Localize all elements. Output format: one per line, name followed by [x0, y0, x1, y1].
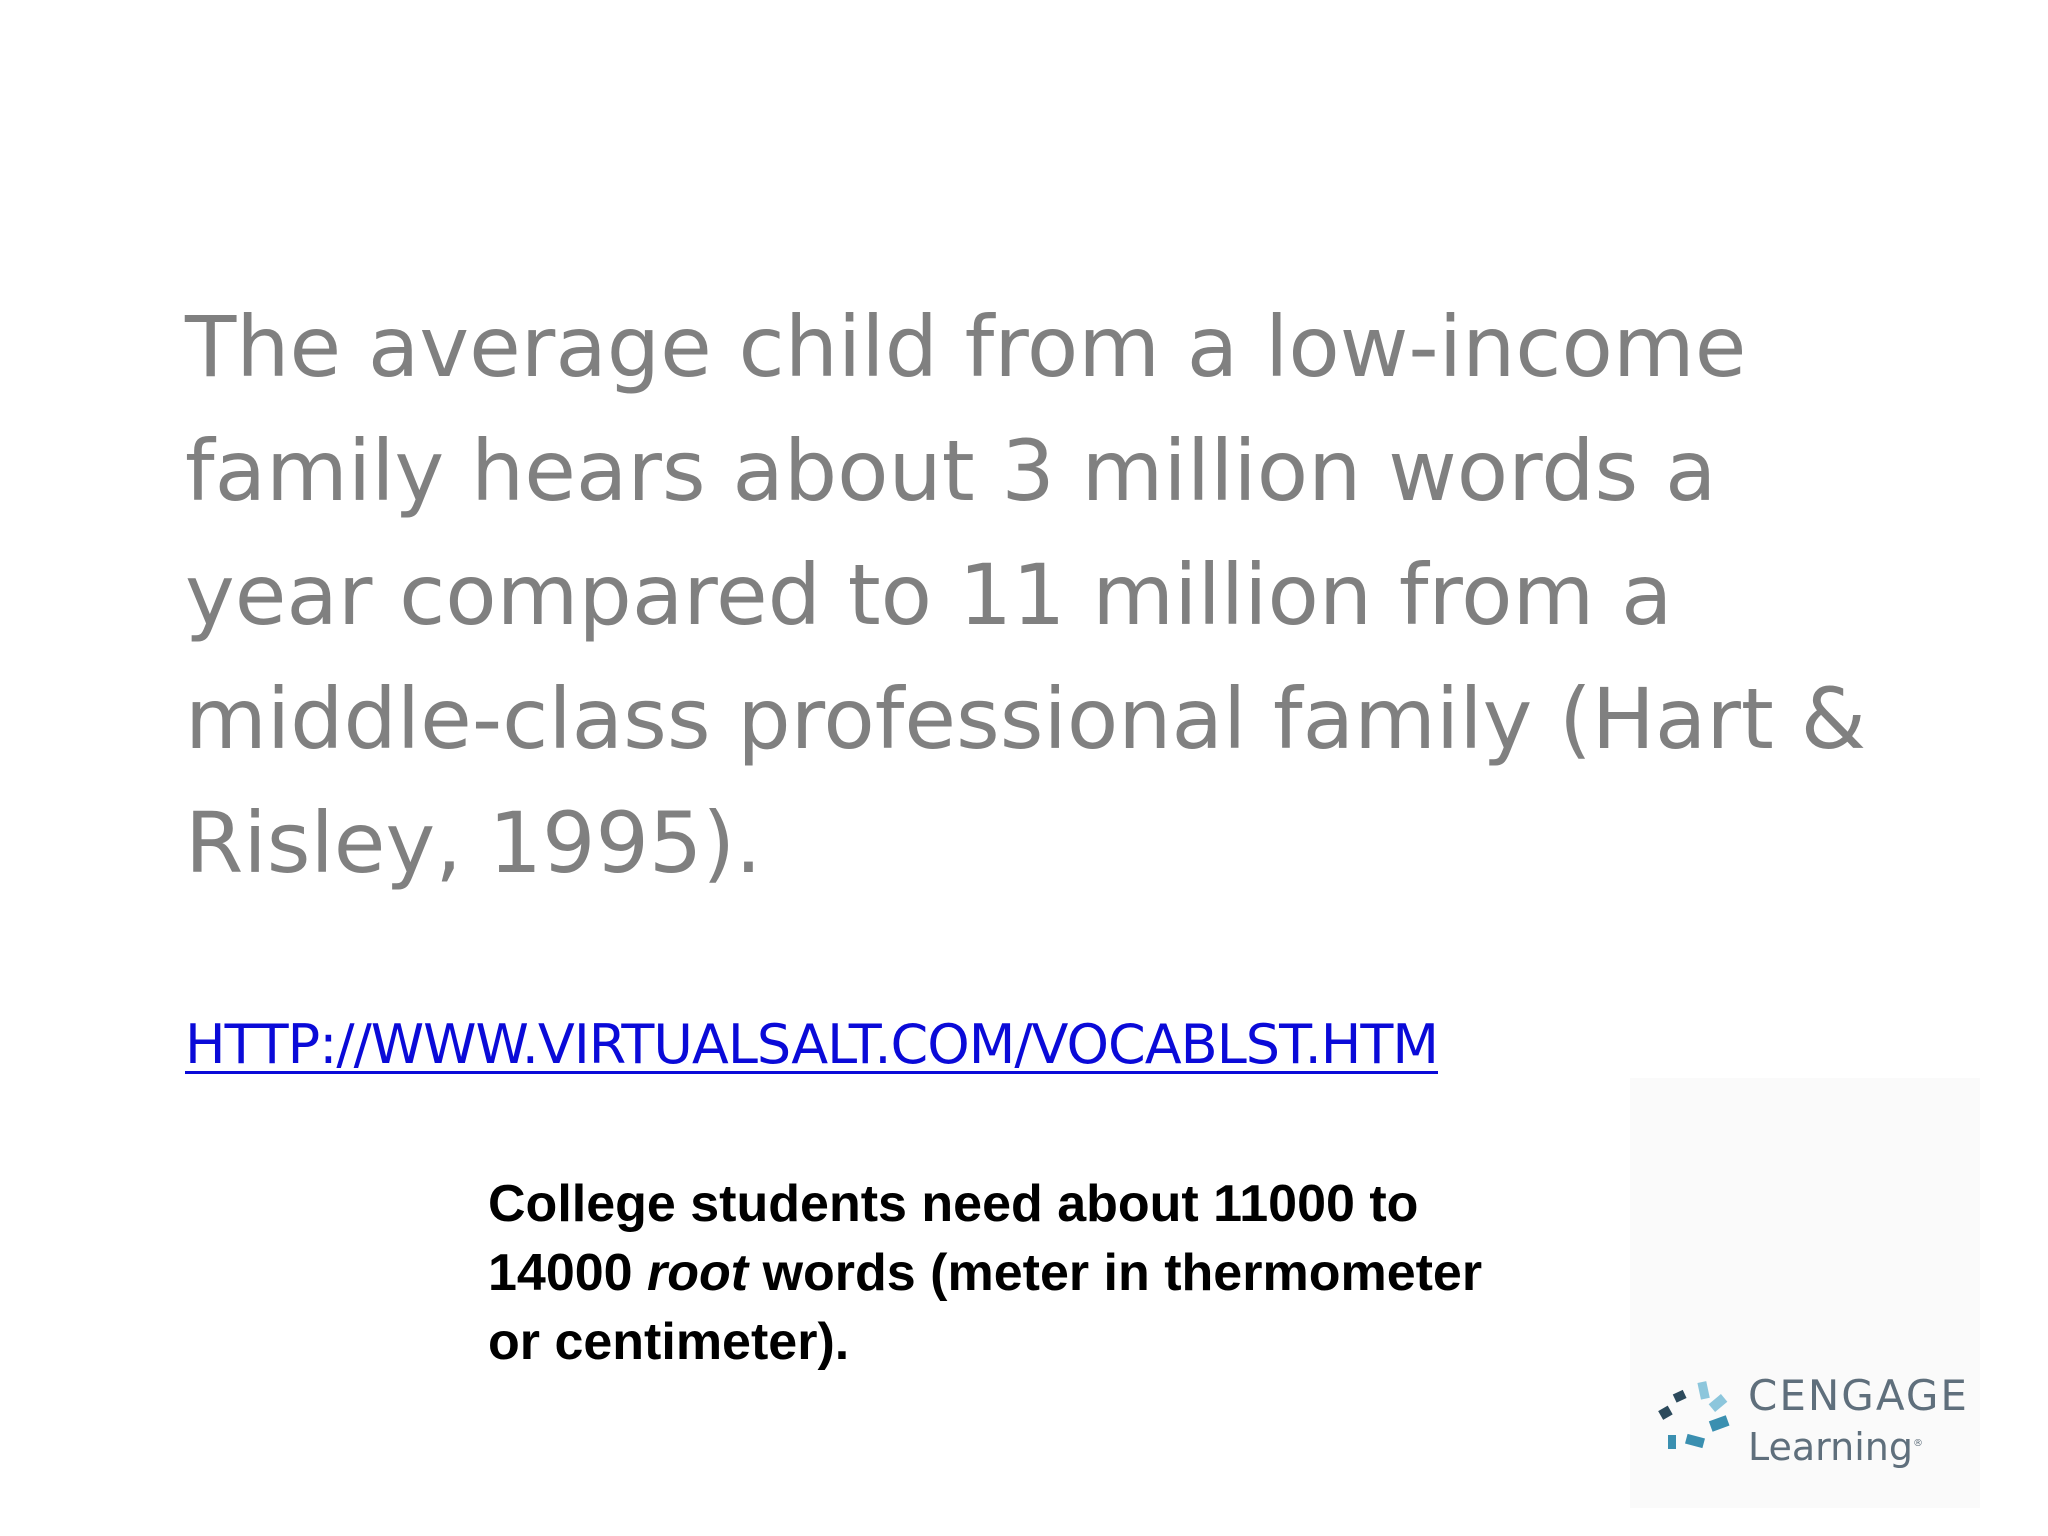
main-text-line: Risley, 1995).	[185, 794, 762, 892]
logo-name: CENGAGE	[1748, 1371, 1969, 1420]
main-text	[185, 285, 1905, 905]
registered-mark: ®	[1912, 1438, 1923, 1449]
cengage-logo	[1652, 1370, 1982, 1480]
logo-sub	[1748, 1422, 1923, 1469]
cengage-logo-mark-icon	[1652, 1378, 1742, 1468]
note-text	[488, 1170, 1638, 1377]
logo-sub-text: Learning	[1748, 1425, 1913, 1469]
main-text-line: middle-class professional family (Hart &	[185, 670, 1867, 768]
note-line: College students need about 11000 to	[488, 1175, 1419, 1233]
note-line-part: 14000	[488, 1244, 648, 1302]
main-text-line: The average child from a low-income	[185, 298, 1747, 396]
note-emphasis: root	[647, 1244, 749, 1302]
note-line: or centimeter).	[488, 1313, 850, 1371]
main-text-line: family hears about 3 million words a	[185, 422, 1717, 520]
source-link[interactable]: HTTP://WWW.VIRTUALSALT.COM/VOCABLST.HTM	[185, 1013, 1438, 1076]
note-line	[488, 1239, 1638, 1308]
main-text-line: year compared to 11 million from a	[185, 546, 1673, 644]
note-line-part: words (meter in thermometer	[748, 1244, 1483, 1302]
